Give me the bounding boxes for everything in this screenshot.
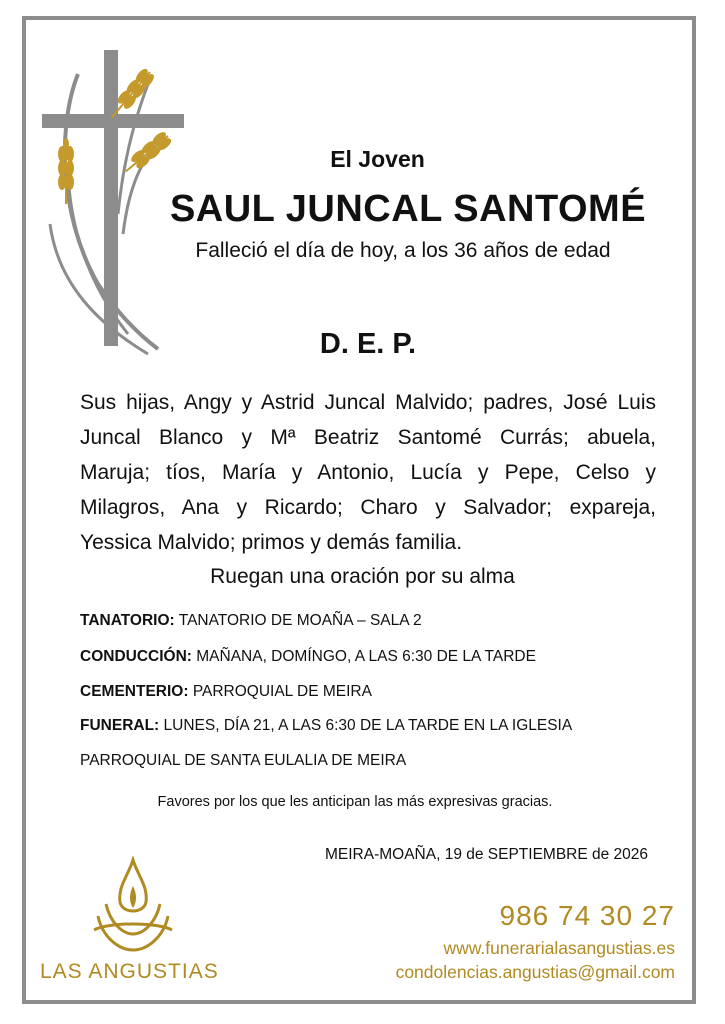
- cementerio-value: PARROQUIAL DE MEIRA: [192, 683, 372, 700]
- family-paragraph: [80, 385, 656, 560]
- conduccion-label: CONDUCCIÓN:: [80, 648, 192, 665]
- email-link[interactable]: condolencias.angustias@gmail.com: [395, 962, 675, 982]
- website-link[interactable]: www.funerarialasangustias.es: [443, 938, 675, 958]
- tanatorio-label: TANATORIO:: [80, 612, 175, 629]
- funeral-label: FUNERAL:: [80, 717, 160, 734]
- funeral-row: [80, 717, 572, 735]
- thanks-note: Favores por los que les anticipan las más expresivas gracias.: [157, 794, 553, 810]
- family-line: Juncal Blanco y Mª Beatriz Santomé Currás; abuela,: [80, 426, 656, 449]
- dateline: MEIRA-MOAÑA, 19 de SEPTIEMBRE de 2026: [325, 846, 649, 863]
- family-line: Milagros, Ana y Ricardo; Charo y Salvador; expareja,: [80, 496, 656, 519]
- phone-number[interactable]: 986 74 30 27: [499, 900, 675, 931]
- notice-subtitle: El Joven: [330, 146, 425, 172]
- prayer-request: Ruegan una oración por su alma: [210, 565, 515, 588]
- conduccion-row: [80, 648, 536, 666]
- funeral-value: LUNES, DÍA 21, A LAS 6:30 DE LA TARDE EN LA IGLESIA: [163, 717, 573, 734]
- conduccion-value: MAÑANA, DOMÍNGO, A LAS 6:30 DE LA TARDE: [196, 648, 536, 665]
- dep-heading: D. E. P.: [319, 328, 417, 360]
- cementerio-label: CEMENTERIO:: [80, 683, 189, 700]
- las-angustias-logo-icon: [88, 856, 178, 956]
- tanatorio-row: [80, 612, 422, 630]
- family-line: Sus hijas, Angy y Astrid Juncal Malvido; padres, José Luis: [80, 391, 656, 414]
- brand-name: LAS ANGUSTIAS: [40, 960, 219, 983]
- family-line: Yessica Malvido; primos y demás familia.: [80, 531, 463, 554]
- death-statement: Falleció el día de hoy, a los 36 años de edad: [195, 239, 611, 262]
- funeral-row-continued: PARROQUIAL DE SANTA EULALIA DE MEIRA: [80, 752, 407, 769]
- tanatorio-value: TANATORIO DE MOAÑA – SALA 2: [178, 612, 422, 629]
- cementerio-row: [80, 683, 372, 701]
- deceased-name: SAUL JUNCAL SANTOMÉ: [169, 188, 647, 230]
- family-line: Maruja; tíos, María y Antonio, Lucía y Pepe, Celso y: [80, 461, 656, 484]
